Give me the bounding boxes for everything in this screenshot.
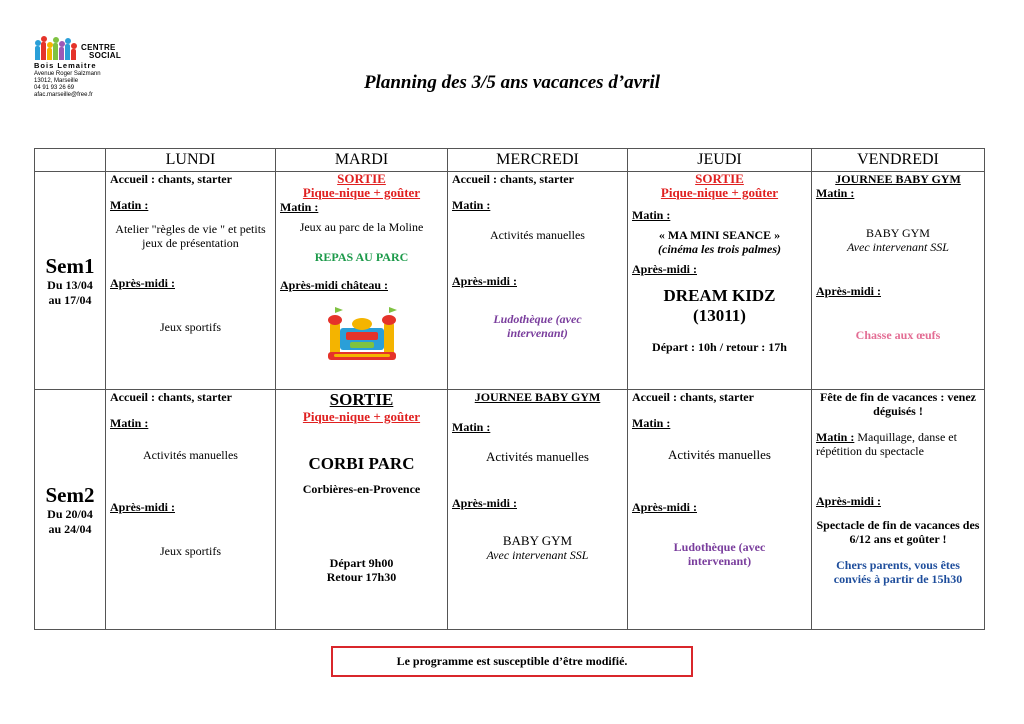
aprem-activity: Ludothèque (avec intervenant) (493, 312, 582, 340)
aprem-label: Après-midi château : (280, 278, 388, 292)
aprem-activity: DREAM KIDZ (663, 286, 776, 305)
matin-activity: « MA MINI SEANCE » (658, 228, 781, 242)
bouncy-castle-icon (324, 302, 400, 362)
sortie-label: SORTIE (329, 390, 394, 409)
repas-label: REPAS AU PARC (314, 250, 409, 264)
matin-label: Matin : (110, 198, 149, 212)
cell-sem2-mardi (276, 390, 448, 630)
depart-time: Départ 9h00 (329, 556, 394, 570)
cell-sem2-mercredi (448, 390, 628, 630)
cell-sem2-jeudi (628, 390, 812, 630)
matin-activity: BABY GYM (866, 226, 930, 240)
logo-brand-line1: CENTRE (81, 43, 116, 52)
matin-activity: Activités manuelles (490, 228, 585, 242)
matin-label: Matin : (452, 198, 491, 212)
aprem-label: Après-midi : (816, 284, 881, 298)
week-dates-start: Du 20/04 (47, 506, 93, 521)
people-logo-icon (34, 34, 78, 60)
parents-invitation: Chers parents, vous êtes conviés à partir de 15h30 (833, 558, 963, 586)
header-row (35, 149, 985, 172)
planning-table (34, 148, 985, 630)
depart-retour: Départ : 10h / retour : 17h (652, 340, 787, 354)
matin-activity: Maquillage, danse et répétition du spectacle (816, 430, 957, 458)
journee-label: JOURNEE BABY GYM (835, 172, 961, 186)
aprem-activity: Jeux sportifs (160, 320, 221, 334)
week-row-sem1 (35, 172, 985, 390)
pique-nique-label: Pique-nique + goûter (302, 409, 421, 424)
sortie-label: SORTIE (337, 171, 386, 186)
pique-nique-label: Pique-nique + goûter (660, 185, 779, 200)
week-name: Sem1 (45, 253, 95, 278)
matin-line (816, 430, 980, 458)
matin-label: Matin : (816, 430, 855, 444)
logo-subtitle: Bois Lemaitre (34, 61, 97, 70)
week-dates-end: au 24/04 (48, 521, 92, 536)
logo-brand-line2: SOCIAL (89, 51, 122, 60)
cell-sem1-lundi (106, 172, 276, 390)
accueil-text: Accueil : chants, starter (110, 172, 232, 186)
week-name: Sem2 (45, 482, 95, 507)
week-row-sem2 (35, 390, 985, 630)
aprem-activity-sub: (13011) (693, 306, 746, 325)
day-header-lundi: LUNDI (106, 149, 276, 172)
cell-sem2-lundi (106, 390, 276, 630)
aprem-label: Après-midi : (632, 500, 697, 514)
address-line: 13012, Marseille (34, 78, 79, 84)
matin-label: Matin : (632, 208, 671, 222)
address-line: Avenue Roger Salzmann (34, 71, 101, 77)
cell-sem1-jeudi (628, 172, 812, 390)
sortie-label: SORTIE (695, 171, 744, 186)
matin-activity: Activités manuelles (143, 448, 238, 462)
aprem-label: Après-midi : (110, 276, 175, 290)
aprem-label: Après-midi : (816, 494, 881, 508)
accueil-text: Accueil : chants, starter (632, 390, 754, 404)
address-email: afac.marseille@free.fr (34, 92, 93, 98)
aprem-activity: Spectacle de fin de vacances des 6/12 ans et goûter ! (816, 518, 980, 546)
retour-time: Retour 17h30 (326, 570, 397, 584)
address-phone: 04 91 93 26 69 (34, 85, 75, 91)
program-modification-note: Le programme est susceptible d’être modifié. (331, 646, 693, 677)
aprem-activity: Ludothèque (avec intervenant) (673, 540, 766, 568)
day-header-mardi: MARDI (276, 149, 448, 172)
aprem-label: Après-midi : (452, 496, 517, 510)
place-subtitle: Corbières-en-Provence (302, 482, 421, 496)
matin-label: Matin : (816, 186, 855, 200)
aprem-label: Après-midi : (110, 500, 175, 514)
aprem-activity: Jeux sportifs (160, 544, 221, 558)
fete-title: Fête de fin de vacances : venez déguisés ! (820, 390, 976, 418)
matin-activity: Atelier "règles de vie " et petits jeux de présentation (115, 222, 266, 250)
matin-label: Matin : (452, 420, 491, 434)
cell-sem1-mercredi (448, 172, 628, 390)
matin-label: Matin : (632, 416, 671, 430)
aprem-subtitle: Avec intervenant SSL (486, 548, 589, 562)
week-label-cell (35, 390, 106, 630)
cell-sem1-vendredi (812, 172, 985, 390)
week-label-cell (35, 172, 106, 390)
week-dates-start: Du 13/04 (47, 277, 93, 292)
cell-sem1-mardi (276, 172, 448, 390)
accueil-text: Accueil : chants, starter (110, 390, 232, 404)
matin-subtitle: (cinéma les trois palmes) (658, 242, 781, 256)
aprem-activity: Chasse aux œufs (855, 328, 941, 342)
aprem-label: Après-midi : (452, 274, 517, 288)
day-header-vendredi: VENDREDI (812, 149, 985, 172)
matin-activity: Activités manuelles (486, 449, 589, 464)
matin-activity: Activités manuelles (668, 447, 771, 462)
corner-cell (35, 149, 106, 172)
place-name: CORBI PARC (308, 454, 415, 473)
page-title: Planning des 3/5 ans vacances d’avril (363, 72, 661, 93)
aprem-label: Après-midi : (632, 262, 697, 276)
day-header-mercredi: MERCREDI (448, 149, 628, 172)
aprem-activity: BABY GYM (502, 533, 573, 548)
accueil-text: Accueil : chants, starter (452, 172, 574, 186)
matin-label: Matin : (280, 200, 319, 214)
week-dates-end: au 17/04 (48, 292, 92, 307)
pique-nique-label: Pique-nique + goûter (302, 185, 421, 200)
matin-activity: Jeux au parc de la Moline (299, 220, 424, 234)
matin-label: Matin : (110, 416, 149, 430)
cell-sem2-vendredi (812, 390, 985, 630)
journee-label: JOURNEE BABY GYM (474, 390, 601, 404)
day-header-jeudi: JEUDI (628, 149, 812, 172)
matin-subtitle: Avec intervenant SSL (847, 240, 949, 254)
